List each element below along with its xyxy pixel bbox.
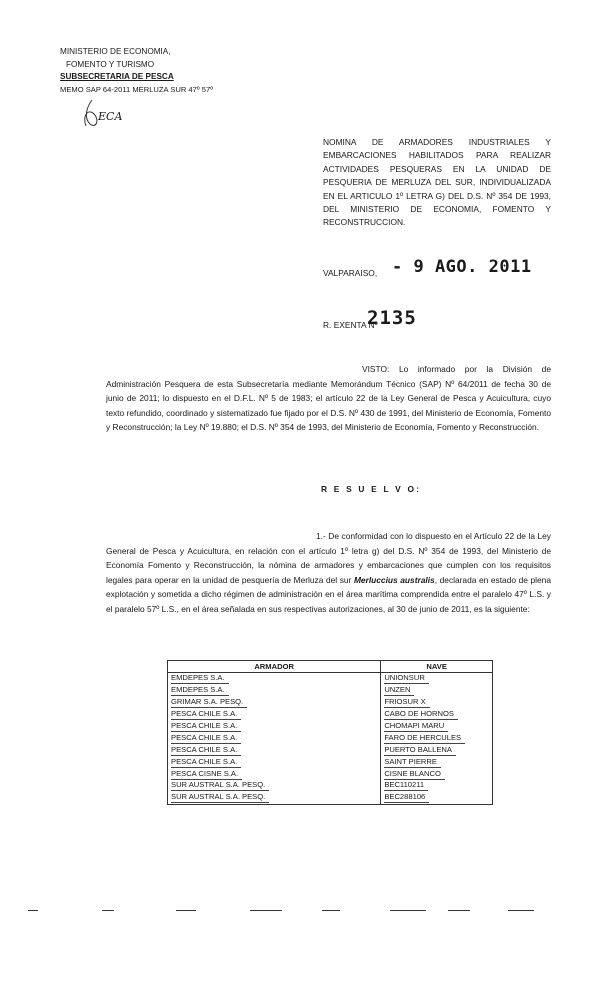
article-1-text-b: , declarada en estado de plena explotación y sometida a dicho régimen de administración en el área marítima comprendida entre el paralelo 47º L.S. y el paralelo 57º L.S., en el área señalada en sus respectivas autorizaciones, al 30 de junio de 2011, es la siguiente: bbox=[106, 574, 551, 614]
initials: ECA bbox=[98, 110, 123, 123]
date-stamp: - 9 AGO. 2011 bbox=[392, 257, 532, 277]
species-name: Merluccius australis bbox=[353, 574, 435, 585]
nave-cell: BEC110211 bbox=[381, 780, 493, 792]
table-row bbox=[168, 792, 493, 804]
nave-cell: BEC288106 bbox=[381, 792, 493, 804]
table-row bbox=[168, 685, 493, 697]
resolution-number: 2135 bbox=[367, 307, 417, 329]
footer-marks bbox=[0, 910, 600, 920]
armador-cell: PESCA CHILE S.A. bbox=[168, 709, 381, 721]
vessel-table bbox=[167, 660, 493, 805]
armador-cell: PESCA CHILE S.A. bbox=[168, 721, 381, 733]
ministry-line2: FOMENTO Y TURISMO bbox=[66, 59, 155, 69]
nave-cell: FRIOSUR X bbox=[381, 697, 493, 709]
memo-reference: MEMO SAP 64-2011 MERLUZA SUR 47º 57º bbox=[60, 84, 213, 94]
table-row bbox=[168, 673, 493, 685]
table-row bbox=[168, 697, 493, 709]
table-row bbox=[168, 756, 493, 768]
armador-cell: EMDEPES S.A. bbox=[168, 685, 381, 697]
nave-cell: PUERTO BALLENA bbox=[381, 744, 493, 756]
resuelvo-heading: R E S U E L V O: bbox=[321, 484, 422, 494]
table-row bbox=[168, 780, 493, 792]
document-title: NOMINA DE ARMADORES INDUSTRIALES Y EMBARCACIONES HABILITADOS PARA REALIZAR ACTIVIDADES PESQUERAS EN LA UNIDAD DE PESQUERIA DE MERLUZA DEL SUR, INDIVIDUALIZADA EN EL ARTICULO 1º LETRA G) DEL D.S. Nº 354 DE 1993, DEL MINISTERIO DE ECONOMIA, FOMENTO Y RECONSTRUCCION. bbox=[323, 137, 551, 228]
armador-cell: EMDEPES S.A. bbox=[168, 673, 381, 685]
place-label: VALPARAISO, bbox=[323, 268, 378, 278]
column-header-nave: NAVE bbox=[381, 661, 493, 673]
column-header-armador: ARMADOR bbox=[168, 661, 381, 673]
ministry-line1: MINISTERIO DE ECONOMIA, bbox=[60, 47, 171, 56]
armador-cell: PESCA CHILE S.A. bbox=[168, 756, 381, 768]
armador-cell: SUR AUSTRAL S.A. PESQ. bbox=[168, 780, 381, 792]
nave-cell: FARO DE HERCULES bbox=[381, 732, 493, 744]
nave-cell: UNIONSUR bbox=[381, 673, 493, 685]
armador-cell: SUR AUSTRAL S.A. PESQ. bbox=[168, 792, 381, 804]
subsecretaria-label: SUBSECRETARIA DE PESCA bbox=[60, 72, 174, 81]
armador-cell: PESCA CHILE S.A. bbox=[168, 732, 381, 744]
nave-cell: CHOMAPI MARU bbox=[381, 721, 493, 733]
table-row bbox=[168, 721, 493, 733]
armador-cell: GRIMAR S.A. PESQ. bbox=[168, 697, 381, 709]
table-row bbox=[168, 709, 493, 721]
ministry-header bbox=[60, 46, 213, 96]
article-1-text-a: 1.- De conformidad con lo dispuesto en el Artículo 22 de la Ley General de Pesca y Acuicultura, en relación con el artículo 1º letra g) del D.S. Nº 354 de 1993, del Ministerio de Economía Fomento y Reconstrucción, la nómina de armadores y embarcaciones que cumplen con los requisitos legales para operar en la unidad de pesquería de Merluza del sur bbox=[106, 531, 551, 585]
table-row bbox=[168, 732, 493, 744]
nave-cell: CISNE BLANCO bbox=[381, 768, 493, 780]
visto-paragraph: VISTO: Lo informado por la División de Administración Pesquera de esta Subsecretaría mediante Memorándum Técnico (SAP) Nº 64/2011 de fecha 30 de junio de 2011; lo dispuesto en el D.F.L. Nº 5 de 1983; el artículo 22 de la Ley General de Pesca y Acuicultura, cuyo texto refundido, coordinado y sistematizado fue fijado por el D.S. Nº 430 de 1991, del Ministerio de Economía, Fomento y Reconstrucción; la Ley Nº 19.880; el D.S. Nº 354 de 1993, del Ministerio de Economía, Fomento y Reconstrucción. bbox=[106, 364, 551, 433]
table-row bbox=[168, 744, 493, 756]
table-header-row bbox=[168, 661, 493, 673]
armador-cell: PESCA CHILE S.A. bbox=[168, 744, 381, 756]
article-1-paragraph bbox=[106, 529, 551, 617]
nave-cell: SAINT PIERRE bbox=[381, 756, 493, 768]
armador-cell: PESCA CISNE S.A. bbox=[168, 768, 381, 780]
table-row bbox=[168, 768, 493, 780]
nave-cell: UNZEN bbox=[381, 685, 493, 697]
resolution-label: R. EXENTA Nº bbox=[323, 320, 378, 330]
nave-cell: CABO DE HORNOS bbox=[381, 709, 493, 721]
